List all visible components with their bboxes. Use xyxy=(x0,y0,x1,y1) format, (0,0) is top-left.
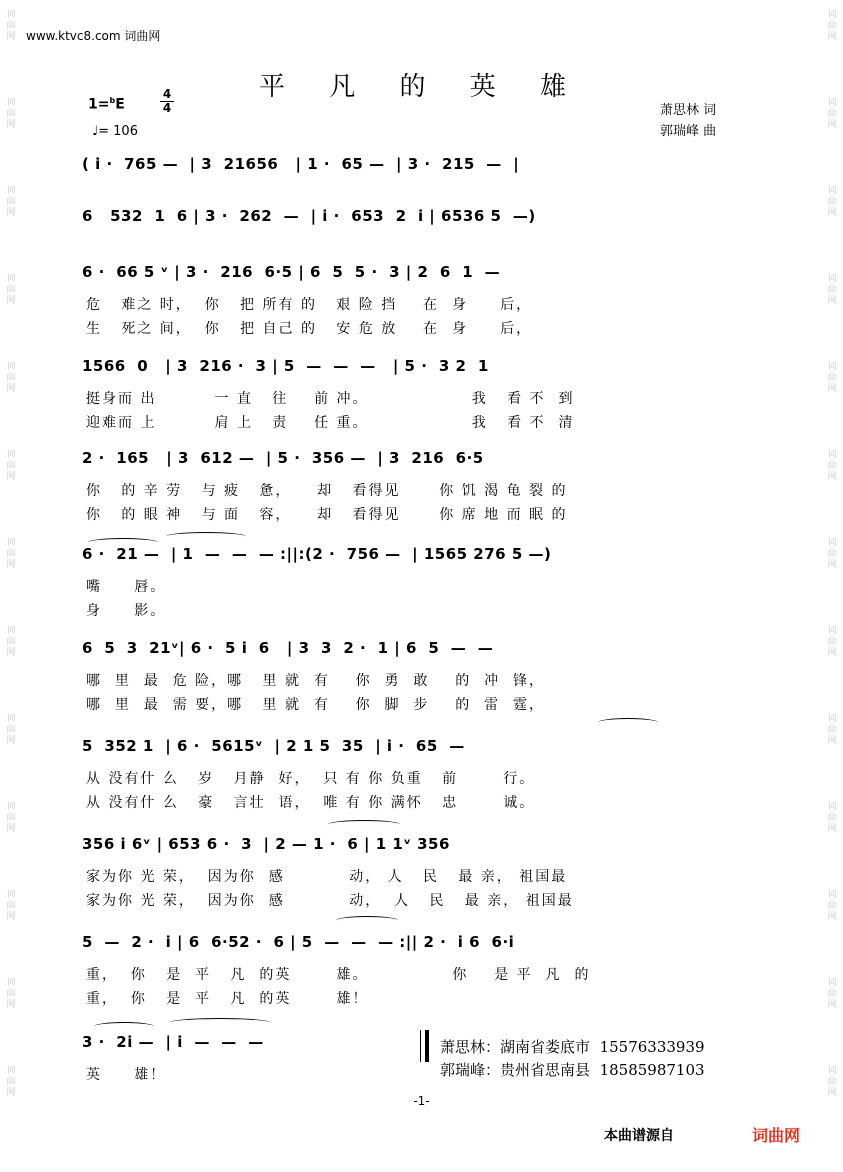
final-barline-thick xyxy=(425,1030,429,1062)
watermark-text: 词 曲 网 xyxy=(6,10,16,42)
lyric-verse-2: 身 影。 xyxy=(86,603,167,619)
slur xyxy=(170,1018,270,1027)
watermark-text: 词 曲 网 xyxy=(6,450,16,482)
watermark-text: 词 曲 网 xyxy=(6,98,16,130)
flat-sign: b xyxy=(109,96,116,105)
lyric-verse-2: 哪 里 最 需 要，哪 里 就 有 你 脚 步 的 雷 霆， xyxy=(86,697,546,713)
watermark-text: 词 曲 网 xyxy=(6,1066,16,1098)
watermark-text: 词 曲 网 xyxy=(827,890,837,922)
page-number: -1- xyxy=(413,1094,430,1108)
key-prefix: 1= xyxy=(88,96,110,113)
watermark-text: 词 曲 网 xyxy=(827,538,837,570)
song-title: 平 凡 的 英 雄 xyxy=(258,72,585,102)
site-header[interactable]: www.ktvc8.com 词曲网 xyxy=(26,29,161,43)
lyric-verse-1: 嘴 唇。 xyxy=(86,579,167,595)
lyric-verse-1: 家为你 光 荣， 因为你 感 动， 人 民 最 亲， 祖国最 xyxy=(86,869,568,885)
contact-phone: 15576333939 xyxy=(599,1038,705,1056)
lyric-verse-1: 英 雄！ xyxy=(86,1067,167,1083)
brand-logo-link[interactable]: 词曲网 xyxy=(752,1126,801,1145)
watermark-text: 词 曲 网 xyxy=(827,362,837,394)
watermark-text: 词 曲 网 xyxy=(827,626,837,658)
lyric-verse-1: 从 没有什 么 岁 月静 好， 只 有 你 负重 前 行。 xyxy=(86,771,536,787)
left-watermark-strip xyxy=(2,0,20,1172)
watermark-text: 词 曲 网 xyxy=(827,274,837,306)
lyric-verse-1: 你 的 辛 劳 与 疲 惫， 却 看得见 你 饥 渴 龟 裂 的 xyxy=(86,483,568,499)
watermark-text: 词 曲 网 xyxy=(827,714,837,746)
watermark-text: 词 曲 网 xyxy=(6,890,16,922)
watermark-text: 词 曲 网 xyxy=(827,802,837,834)
watermark-text: 词 曲 网 xyxy=(827,186,837,218)
notation-line: 6 532 1 6 | 3 · 262 — | i · 653 2 i | 6536 5 —) xyxy=(82,207,536,225)
quarter-note-icon: ♩ xyxy=(92,124,99,139)
contact-name: 萧思林：湖南省娄底市 xyxy=(440,1038,591,1056)
time-signature-top: 4 xyxy=(162,87,172,101)
source-label: 本曲谱源自 xyxy=(604,1128,674,1144)
notation-line: 6 · 21 — | 1 — — — :||:(2 · 756 — | 1565 276 5 —) xyxy=(82,545,552,563)
lyric-verse-2: 重， 你 是 平 凡 的英 雄！ xyxy=(86,991,369,1007)
slur xyxy=(598,718,658,727)
lyric-verse-2: 你 的 眼 神 与 面 容， 却 看得见 你 席 地 而 眠 的 xyxy=(86,507,568,523)
lyric-verse-2: 迎难而 上 肩 上 责 任 重。 我 看 不 清 xyxy=(86,415,575,431)
watermark-text: 词 曲 网 xyxy=(6,274,16,306)
watermark-text: 词 曲 网 xyxy=(827,978,837,1010)
right-watermark-strip xyxy=(823,0,841,1172)
contact-name: 郭瑞峰：贵州省思南县 xyxy=(440,1061,591,1079)
slur xyxy=(328,820,400,829)
notation-line: 6 · 66 5 ᵛ | 3 · 216 6·5 | 6 5 5 · 3 | 2 6 1 — xyxy=(82,263,501,281)
watermark-text: 词 曲 网 xyxy=(827,10,837,42)
watermark-text: 词 曲 网 xyxy=(827,98,837,130)
composer-credit: 郭瑞峰 曲 xyxy=(660,124,717,139)
tempo-marking xyxy=(92,124,138,139)
watermark-text: 词 曲 网 xyxy=(827,450,837,482)
lyric-verse-1: 重， 你 是 平 凡 的英 雄。 你 是 平 凡 的 xyxy=(86,967,591,983)
watermark-text: 词 曲 网 xyxy=(6,362,16,394)
notation-line: 2 · 165 | 3 612 — | 5 · 356 — | 3 216 6·5 xyxy=(82,449,484,467)
slur xyxy=(336,916,398,925)
final-barline-thin xyxy=(420,1030,421,1062)
lyric-verse-1: 挺身而 出 一 直 往 前 冲。 我 看 不 到 xyxy=(86,391,575,407)
watermark-text: 词 曲 网 xyxy=(6,538,16,570)
contact-phone: 18585987103 xyxy=(599,1061,705,1079)
lyric-verse-2: 生 死之 间， 你 把 自己 的 安 危 放 在 身 后， xyxy=(86,321,533,337)
tempo-value: = 106 xyxy=(98,124,138,139)
lyric-verse-2: 家为你 光 荣， 因为你 感 动， 人 民 最 亲， 祖国最 xyxy=(86,893,574,909)
contact-info xyxy=(440,1036,705,1082)
key-note: E xyxy=(115,96,125,113)
contact-row xyxy=(440,1059,705,1082)
credits xyxy=(660,100,716,142)
watermark-text: 词 曲 网 xyxy=(6,978,16,1010)
watermark-text: 词 曲 网 xyxy=(6,802,16,834)
lyric-verse-1: 哪 里 最 危 险，哪 里 就 有 你 勇 敢 的 冲 锋， xyxy=(86,673,546,689)
time-signature-bottom: 4 xyxy=(160,101,174,115)
notation-line: 1566 0 | 3 216 · 3 | 5 — — — | 5 · 3 2 1 xyxy=(82,357,489,375)
lyric-verse-1: 危 难之 时， 你 把 所有 的 艰 险 挡 在 身 后， xyxy=(86,297,533,313)
notation-line: 6 5 3 21ᵛ| 6 · 5 i 6 | 3 3 2 · 1 | 6 5 — — xyxy=(82,639,494,657)
key-signature xyxy=(88,96,125,113)
notation-line: 5 352 1 | 6 · 5615ᵛ | 2 1 5 35 | i · 65 — xyxy=(82,737,465,755)
notation-line: 356 i 6ᵛ | 653 6 · 3 | 2 — 1 · 6 | 1 1ᵛ 356 xyxy=(82,835,450,853)
notation-line: ( i · 765 — | 3 21656 | 1 · 65 — | 3 · 215 — | xyxy=(82,155,520,173)
lyric-verse-2: 从 没有什 么 豪 言壮 语， 唯 有 你 满怀 忠 诚。 xyxy=(86,795,536,811)
contact-row xyxy=(440,1036,705,1059)
notation-line: 5 — 2 · i | 6 6·52 · 6 | 5 — — — :|| 2 · i 6 6·i xyxy=(82,933,515,951)
watermark-text: 词 曲 网 xyxy=(6,186,16,218)
watermark-text: 词 曲 网 xyxy=(827,1066,837,1098)
watermark-text: 词 曲 网 xyxy=(6,714,16,746)
lyricist-credit: 萧思林 词 xyxy=(660,103,717,118)
notation-line: 3 · 2i — | i — — — xyxy=(82,1033,264,1051)
watermark-text: 词 曲 网 xyxy=(6,626,16,658)
time-signature xyxy=(160,88,174,115)
